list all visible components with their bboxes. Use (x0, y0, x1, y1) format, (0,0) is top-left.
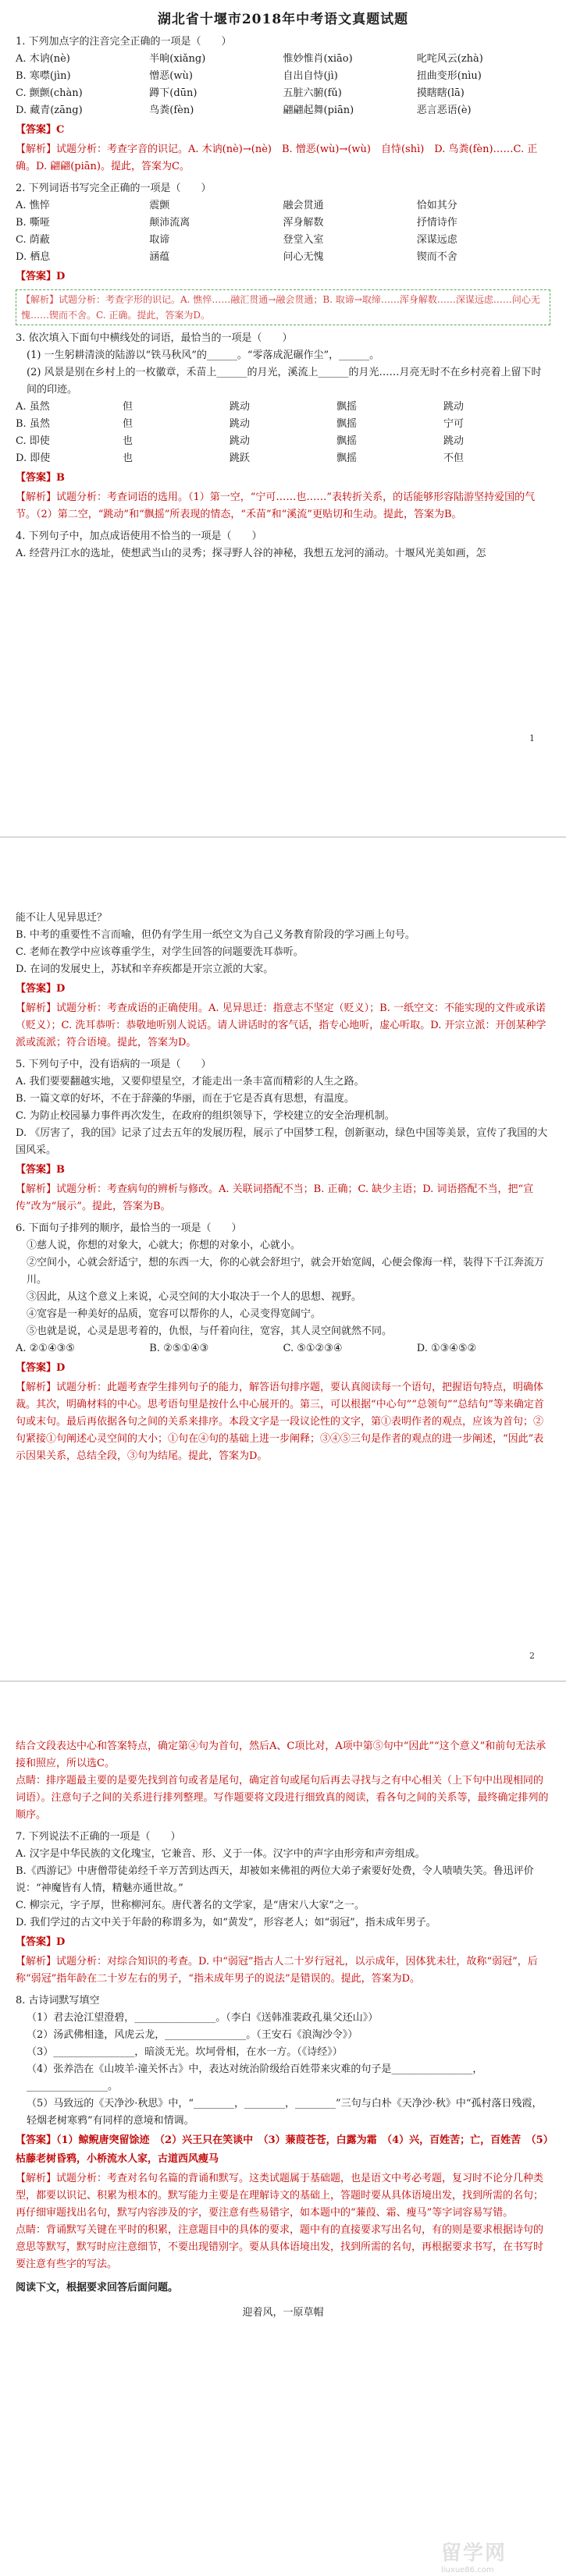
option: C. 颤颤(chàn) (16, 87, 83, 99)
option: 深谋远虑 (416, 234, 457, 246)
question-8-tip: 点睛：背诵默写关键在平时的积累，注意题目中的具体的要求，题中有的直接要求写出名句，有的则是要求根据诗句的意思等默写，默写时应注意细节，不要出现错别字。要从具体语境出发，找到所需的名句，再根据要求书写，在书写时要注意有些字的写法。 (16, 2224, 544, 2270)
question-8-line: （4）张养浩在《山坡羊·潼关怀古》中，表达对统治阶级给百姓带来灾难的句子是________________，________________。 (27, 2063, 483, 2092)
option: C. 荫蔽 (16, 234, 50, 246)
option: D. 栖息 (16, 251, 51, 263)
option: B. ②⑤①④③ (149, 1343, 209, 1354)
option: 宁可 (443, 418, 465, 430)
option: D. 藏青(zāng) (16, 105, 83, 116)
option: 跳动 (230, 435, 251, 447)
option: 飘摇 (336, 401, 358, 413)
site-watermark (441, 2537, 558, 2574)
question-5-stem: 5. 下列句子中，没有语病的一项是（ ） (16, 1059, 212, 1070)
page-number: 1 (529, 733, 535, 743)
option: 但 (123, 401, 133, 413)
question-6-tip: 点睛：排序题最主要的是要先找到首句或者是尾句，确定首句或尾句后再去寻找与之有中心相关（上下句中出现相同的词语）。注意句子之间的关系进行排列整理。写作题要将文段进行细致真的阅读，看各句之间的关系等，最终确定排列的顺序。 (16, 1775, 549, 1821)
option: 惟妙惟肖(xiāo) (283, 53, 353, 65)
option: 也 (123, 452, 133, 464)
question-3-answer: 【答案】B (16, 472, 65, 484)
page-1 (0, 0, 566, 835)
question-1-explanation: 【解析】试题分析：考查字音的识记。A. 木讷(nè)→(nè) B. 憎恶(wù)→(wù) 自恃(shì) D. 鸟粪(fèn)……C. 正确。D. 翩翩(piān)。提此，答案为C。 (16, 144, 538, 172)
watermark-url: liuxue86.com (441, 2566, 494, 2574)
question-2-explanation-box: 【解析】试题分析：考查字形的识记。A. 憔悴……融汇贯通→融会贯通；B. 取谛→取缔……浑身解数……深谋远虑……问心无愧……锲而不舍。C. 正确。提此，答案为D。 (16, 289, 550, 325)
page-2 (0, 839, 566, 1679)
question-8-line: （2）汤武佛相逢，风虎云龙，________________。（王安石《浪淘沙令》） (27, 2029, 358, 2041)
option: C. 即使 (16, 435, 50, 447)
question-4-option-c: C. 老师在教学中应该尊重学生，对学生回答的问题要洗耳恭听。 (16, 946, 304, 958)
question-3-sentence-1: (1) 一生躬耕清淡的陆游以“铁马秋风”的______。“零落成泥碾作尘”，______。 (27, 349, 380, 361)
option: 自出自恃(jì) (283, 70, 338, 82)
question-5-option-a: A. 我们要要翻越实地，又要仰望星空，才能走出一条丰富而精彩的人生之路。 (16, 1076, 365, 1088)
question-6-line: ①慈人说，你想的对象大，心就大；你想的对象小，心就小。 (27, 1240, 301, 1251)
question-5-option-d: D. 《厉害了，我的国》记录了过去五年的发展历程，展示了中国梦工程，创新驱动，绿色中国等美景，宣传了我国的大国风采。 (16, 1127, 548, 1156)
option: 浑身解数 (283, 217, 324, 229)
option: 跳动 (443, 401, 465, 413)
option: 也 (123, 435, 133, 447)
question-1-stem: 1. 下列加点字的注音完全正确的一项是（ ） (16, 36, 232, 48)
question-6-options (16, 1340, 550, 1357)
question-4-continuation: 能不让人见异思迁？ (16, 912, 108, 924)
question-5-option-b: B. 一篇文章的好坏，不在于辞藻的华丽，而在于它是否真有思想，有温度。 (16, 1093, 354, 1105)
question-6-answer: 【答案】D (16, 1362, 66, 1374)
question-8-stem: 8. 古诗词默写填空 (16, 1995, 100, 2007)
question-8-answer: 【答案】（1）鲸鲵唐突留馀迹 （2）兴王只在笑谈中 （3）蒹葭苍苍，白露为霜 （4）兴，百姓苦；亡，百姓苦 （5）枯藤老树昏鸦，小桥流水人家，古道西风瘦马 (16, 2134, 549, 2165)
question-6-line: ④宽容是一种美好的品质，宽容可以帮你的人，心灵变得宽阔宁。 (27, 1308, 322, 1320)
option: 抒情诗作 (416, 217, 457, 229)
option: 跳动 (230, 418, 251, 430)
option: C. ⑤①②③④ (283, 1343, 343, 1354)
option: B. 虽然 (16, 418, 50, 430)
question-8-explanation: 【解析】试题分析：考查对名句名篇的背诵和默写。这类试题属于基础题，也是语文中考必考题，复习时不论分几种类型，都要以识记、积累为根本的。默写能力主要是在理解诗文的基础上，答题时要从具体语境出发，找到所需的名句；再仔细审题找出名句，默写内容涉及的字，要注意有些易错字，如本题中的“蒹葭、霜、瘦马”等字词容易写错。 (16, 2173, 544, 2219)
question-6-explanation-continued: 结合文段表达中心和答案特点，确定第④句为首句，然后A、C项比对，A项中第⑤句中“因此”“这个意义”和前句无法承接和照应，所以选C。 (16, 1740, 546, 1769)
reading-subtitle: 迎着风，一原草帽 (242, 2307, 324, 2319)
question-4-stem: 4. 下列句子中，加点成语使用不恰当的一项是（ ） (16, 530, 262, 542)
page-3 (0, 1684, 566, 2576)
document-title: 湖北省十堰市2018年中考语文真题试题 (157, 12, 409, 27)
question-7-stem: 7. 下列说法不正确的一项是（ ） (16, 1831, 181, 1843)
option: 憎恶(wù) (149, 70, 193, 82)
option: 飘摇 (336, 418, 358, 430)
option: 飘摇 (336, 452, 358, 464)
option: D. ①③④⑤② (416, 1343, 477, 1354)
option: 翩翩起舞(piān) (283, 105, 354, 116)
question-5-option-c: C. 为防止校园暴力事件再次发生，在政府的组织领导下，学校建立的安全治理机制。 (16, 1110, 395, 1122)
option: 登堂入室 (283, 234, 324, 246)
question-6-line: ②空间小，心就会舒适宁，想的东西一大，你的心就会舒坦宁，就会开始宽阔，心便会像海一样，装得下千江奔流万川。 (27, 1257, 545, 1286)
option: 鸟粪(fèn) (149, 105, 194, 116)
question-7-explanation: 【解析】试题分析：对综合知识的考查。D. 中“弱冠”指古人二十岁行冠礼，以示成年，因体犹未壮，故称“弱冠”，后称“弱冠”指年龄在二十岁左右的男子，“指未成年男子的说法”是错误的。提此，答案为D。 (16, 1956, 538, 1985)
page-separator (0, 836, 566, 838)
option: 跳动 (230, 401, 251, 413)
page-number: 2 (529, 1651, 535, 1661)
question-2-answer: 【答案】D (16, 271, 66, 282)
watermark-logo-text: 留学网 (441, 2542, 507, 2565)
option: 涵蕴 (149, 251, 170, 263)
question-2-stem: 2. 下列词语书写完全正确的一项是（ ） (16, 183, 212, 194)
question-7-answer: 【答案】D (16, 1936, 66, 1948)
reading-instruction: 阅读下文，根据要求回答后面问题。 (16, 2282, 179, 2294)
question-6-explanation: 【解析】试题分析：此题考查学生排列句子的能力，解答语句排序题，要认真阅读每一个语句，把握语句特点，明确体裁。其次，明确材料的中心。思考语句里是按什么中心展开的。第三，可以根据“中心句”“总领句”“总结句”等来确定首句或末句。最后再依据各句之间的关系来排序。本段文字是一段议论性的文字，第①表明作者的观点，应该为首句；②句紧接①句阐述心灵空间的大小；①句在④句的基础上进一步阐释；③④⑤三句是作者的观点的进一步阐述，“因此”表示因果关系，总结全段，③句为结尾。提此，答案为D。 (16, 1382, 544, 1462)
option: 跳动 (443, 435, 465, 447)
question-6-line: ⑤也就是说，心灵是思考着的，仇恨，与仟着向往，宽容，其人灵空间就然不同。 (27, 1325, 393, 1337)
question-6-line: ③因此，从这个意义上来说，心灵空间的大小取决于一个人的思想、视野。 (27, 1291, 362, 1303)
option: 飘摇 (336, 435, 358, 447)
option: 颠沛流离 (149, 217, 190, 229)
question-3-explanation: 【解析】试题分析：考查词语的选用。（1）第一空，“宁可……也……”表转折关系，的话能够形容陆游坚持爱国的气节。（2）第二空，“跳动”和“飘摇”所表现的情态，“禾苗”和“溪流”更贴切和生动。提此，答案为B。 (16, 491, 536, 520)
option: 震颤 (149, 200, 170, 211)
question-1-answer: 【答案】C (16, 124, 65, 136)
question-7-option-b: B.《西游记》中唐僧带徒弟经千辛万苦到达西天，却被如来佛祖的两位大弟子索要好处费，令人啧啧失笑。鲁迅评价说：“神魔皆有人情，精魅亦通世故。” (16, 1865, 534, 1894)
question-7-option-a: A. 汉字是中华民族的文化瑰宝，它兼音、形、义于一体。汉字中的声字由形旁和声旁组成。 (16, 1848, 425, 1860)
option: 扭曲变形(nìu) (416, 70, 482, 82)
option: 但 (123, 418, 133, 430)
option: 叱咤风云(zhà) (416, 53, 483, 65)
option: 恶言恶语(è) (416, 105, 472, 116)
question-5-answer: 【答案】B (16, 1164, 65, 1176)
option: 恰如其分 (416, 200, 457, 211)
option: A. 木讷(nè) (16, 53, 70, 65)
option: 问心无愧 (283, 251, 324, 263)
option: A. ②①④③⑤ (16, 1343, 75, 1354)
option: 融会贯通 (283, 200, 324, 211)
option: 蹲下(dūn) (149, 87, 198, 99)
option: B. 寒噤(jìn) (16, 70, 71, 82)
option: 锲而不舍 (416, 251, 457, 263)
option: 摸瞎瞎(lā) (416, 87, 465, 99)
question-4-option-b: B. 中考的重要性不言而喻，但仍有学生用一纸空文为自己义务教育阶段的学习画上句号。 (16, 929, 415, 941)
question-2-options (16, 197, 550, 266)
question-4-option-d: D. 在词的发展史上，苏轼和辛弃疾都是开宗立派的大家。 (16, 963, 274, 975)
question-7-option-d: D. 我们学过的古文中关于年龄的称谓多为，如“黄发”，形容老人；如“弱冠”，指未成年男子。 (16, 1917, 436, 1928)
option: 跳跃 (230, 452, 251, 464)
question-3-stem: 3. 依次填入下面句中横线处的词语，最恰当的一项是（ ） (16, 332, 293, 344)
question-4-answer: 【答案】D (16, 983, 66, 995)
question-8-line: （1）君去沧江望澄碧，________________。（李白《送韩准裴政孔巢父还山》） (27, 2012, 379, 2024)
option: A. 虽然 (16, 401, 50, 413)
question-1-options (16, 51, 550, 119)
question-8-line: （3）________________，暗淡无光。坎坷骨相，在水一方。（《诗经》） (27, 2046, 343, 2058)
option: 半晌(xiǎng) (149, 53, 206, 65)
question-6-stem: 6. 下面句子排列的顺序，最恰当的一项是（ ） (16, 1222, 242, 1234)
option: 不但 (443, 452, 465, 464)
option: A. 憔悴 (16, 200, 50, 211)
question-7-option-c: C. 柳宗元，字子厚，世称柳河东。唐代著名的文学家，是“唐宋八大家”之一。 (16, 1900, 365, 1911)
question-4-explanation: 【解析】试题分析：考查成语的正确使用。A. 见异思迁：指意志不坚定（贬义）；B. 一纸空文：不能实现的文件或承诺（贬义）；C. 洗耳恭听：恭敬地听别人说话。请人讲话时的客气话，指专心地听，虚心听取。D. 开宗立派：开创某种学派或流派；符合语境。提此，答案为D。 (16, 1002, 546, 1048)
page-separator (0, 1680, 566, 1682)
option: D. 即使 (16, 452, 51, 464)
question-4-option-a: A. 经营丹江水的选址，使想武当山的灵秀；探寻野人谷的神秘，我想五龙河的涌动。十堰风光美如画，怎 (16, 548, 486, 559)
option: B. 嘶哑 (16, 217, 50, 229)
question-3-sentence-2: (2) 风景是别在乡村上的一枚徽章，禾苗上______的月光，溪流上______的月光……月亮无时不在乡村亮着上留下时间的印迹。 (27, 367, 542, 396)
question-3-options (16, 399, 550, 467)
option: 五脏六腑(fǔ) (283, 87, 342, 99)
question-8-line: （5）马致远的《天净沙·秋思》中，“________，________，________”三句与白朴《天净沙·秋》中“孤村落日残霞，轻烟老树寒鸦”有同样的意境和情调。 (27, 2098, 543, 2127)
question-5-explanation: 【解析】试题分析：考查病句的辨析与修改。A. 关联词搭配不当；B. 正确；C. 缺少主语；D. 词语搭配不当，把“宣传”改为“展示”。提此，答案为B。 (16, 1183, 534, 1212)
option: 取谛 (149, 234, 170, 246)
